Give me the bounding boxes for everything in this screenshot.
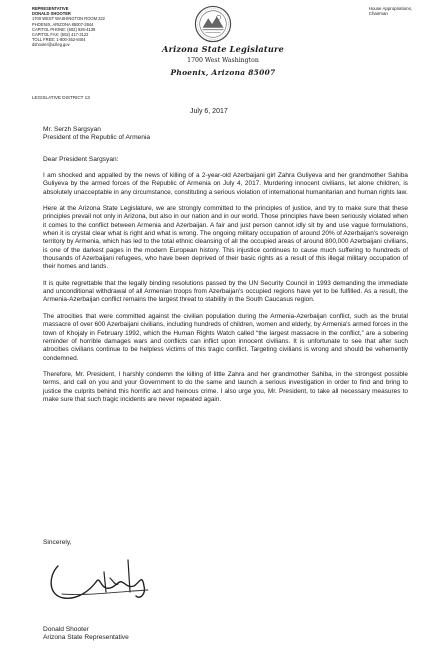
address-line: TOLL FREE: 1-800-352-8404	[32, 37, 86, 43]
signatory-name: Donald Shooter	[43, 626, 89, 633]
representative-contact-block	[32, 6, 152, 48]
state-seal-icon	[194, 5, 232, 43]
signatory-title: Arizona State Representative	[43, 634, 129, 642]
body-paragraph: Therefore, Mr. President, I harshly condemn the killing of little Zahra and her grandmother Sahiba, in the strongest possible terms, and call on you and your Government to do the same and launch a serious investigation in order to find and bring to justice the culprits behind this horrific act and heinous crime. I also urge you, Mr. President, to take all necessary measures to make sure that such tragic incidents are never repeated again.	[43, 370, 408, 403]
body-paragraph: It is quite regrettable that the legally binding resolutions passed by the UN Security Council in 1993 demanding the immediate and unconditional withdrawal of all Armenian troops from Azerbaijan's occupied regions have yet to be fulfilled. As a result, the Armenia-Azerbaijan conflict remains the largest threat to stability in the South Caucasus region.	[43, 279, 408, 304]
signatory-block	[43, 626, 129, 643]
city-address: Phoenix, Arizona 85007	[170, 68, 276, 77]
email-address: dshooter@azleg.gov	[32, 42, 70, 48]
handwritten-signature	[44, 552, 164, 608]
letter-date: July 6, 2017	[190, 108, 228, 115]
letter-body	[43, 172, 408, 412]
street-address: 1700 West Washington	[187, 57, 259, 64]
salutation: Dear President Sargsyan:	[43, 156, 119, 163]
rep-title: REPRESENTATIVE	[32, 6, 69, 11]
committee-name: House Appropriations,	[368, 6, 412, 11]
recipient-block	[43, 126, 150, 142]
recipient-title: President of the Republic of Armenia	[43, 134, 151, 142]
legislative-district: LEGISLATIVE DISTRICT 13	[32, 95, 90, 100]
address-line: PHOENIX, ARIZONA 85007-2844	[32, 21, 94, 27]
committee-role: Chairman	[368, 11, 388, 17]
body-paragraph: I am shocked and appalled by the news of killing of a 2-year-old Azerbaijani girl Zahra Guliyeva and her grandmother Sahiba Guliyeva by the armed forces of the Republic of Armenia on July 4, 2017. Murdering innocent civilians, let alone children, is absolutely unacceptable in any circumstance, constituting a serious violation of international humanitarian and human rights law.	[43, 172, 408, 196]
rep-name: DONALD SHOOTER	[32, 11, 71, 17]
address-line: CAPITOL PHONE: (602) 926-4139	[32, 26, 96, 32]
address-line: 1700 WEST WASHINGTON ROOM 222	[32, 16, 105, 22]
recipient-name: Mr. Serzh Sargsyan	[43, 126, 101, 133]
legislature-name: Arizona State Legislature	[162, 44, 284, 54]
body-paragraph: Here at the Arizona State Legislature, we are strongly committed to the principles of justice, and try to make sure that these principles prevail not only in Arizona, but also in our nation and in our world. Those principles have been seriously violated when it comes to the conflict between Armenia and Azerbaijan. A fair and just person cannot idly sit by and use vague formulations, when it is crystal clear what is right and what is wrong. The ongoing military occupation of around 20% of Azerbaijan's sovereign territory by Armenia, which has led to the total ethnic cleansing of all the occupied areas of around 800,000 Azerbaijani civilians, is one of the darkest pages in the modern European history. This injustice continues to cause much suffering to hundreds of thousands of Azerbaijani refugees, who have been deprived of their basic rights as a result of this illegal military occupation of their homes and lands.	[43, 205, 408, 271]
body-paragraph: The atrocities that were committed against the civilian population during the Armenia-Azerbaijan conflict, such as the brutal massacre of over 600 Azerbaijani civilians, including hundreds of children, women and elderly, by Armenia's armed forces in the town of Khojaly in February 1992, which the Human Rights Watch called “the largest massacre in the conflict,” are a sobering reminder of horrible damages wars and conflicts can inflict upon innocent civilians. It is unfortunate to see that after such atrocities civilians continue to be helpless victims of this tragic conflict. Targeting civilians is wrong and should be vehemently condemned.	[43, 312, 408, 362]
committee-block	[369, 6, 412, 17]
address-line: CAPITOL FAX: (602) 417-3122	[32, 32, 89, 38]
closing: Sincerely,	[43, 539, 72, 546]
